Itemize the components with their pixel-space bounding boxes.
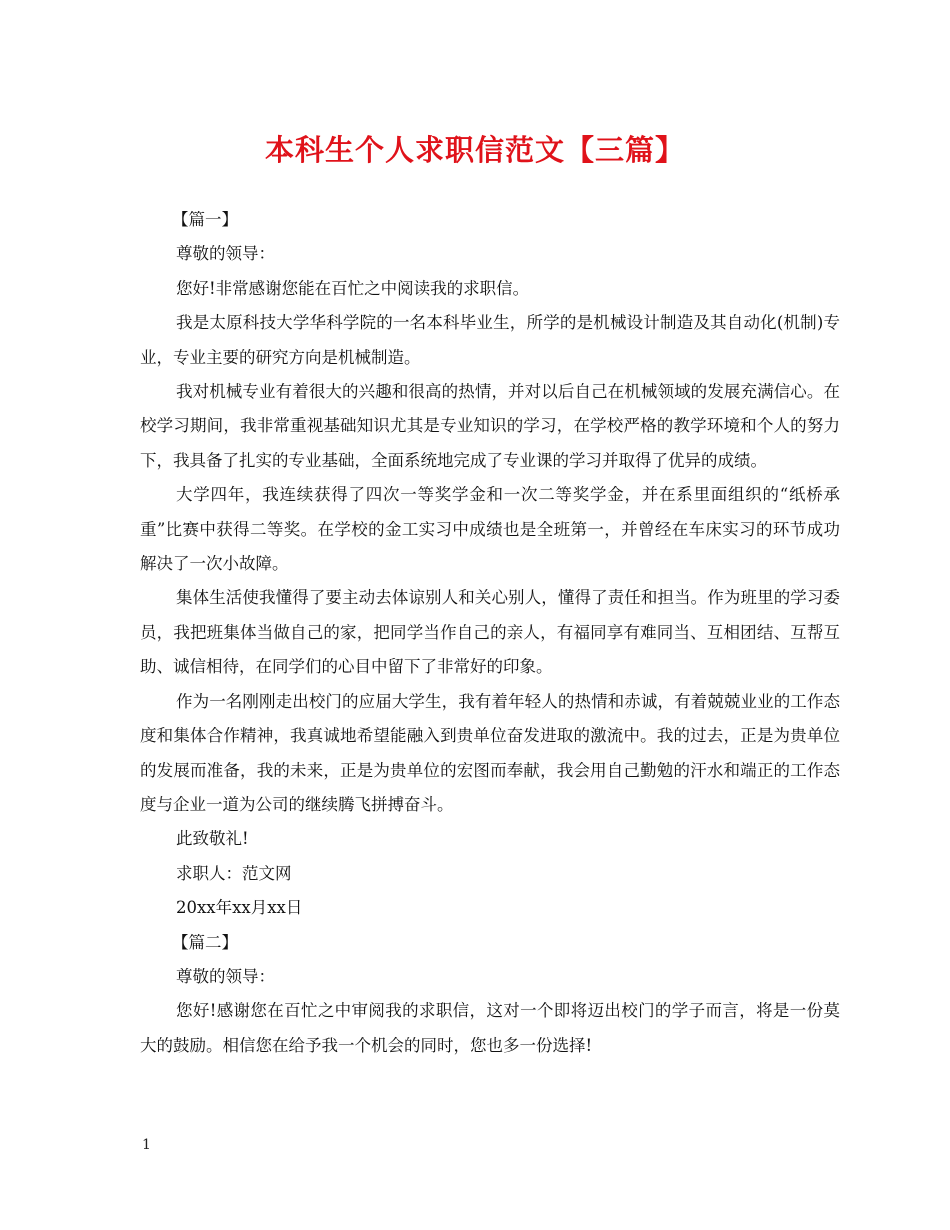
document-title: 本科生个人求职信范文【三篇】: [264, 133, 685, 167]
section-heading: 【篇一】: [172, 210, 238, 229]
document-body: [140, 203, 840, 1063]
paragraph: 我对机械专业有着很大的兴趣和很高的热情，并对以后自己在机械领域的发展充满信心。在校学习期间，我非常重视基础知识尤其是专业知识的学习，在学校严格的教学环境和个人的努力下，我具备了扎实的专业基础，全面系统地完成了专业课的学习并取得了优异的成绩。: [140, 382, 840, 470]
paragraph: 您好!感谢您在百忙之中审阅我的求职信，这对一个即将迈出校门的学子而言，将是一份莫大的鼓励。相信您在给予我一个机会的同时，您也多一份选择!: [140, 1001, 840, 1055]
paragraph: 作为一名刚刚走出校门的应届大学生，我有着年轻人的热情和赤诚，有着兢兢业业的工作态度和集体合作精神，我真诚地希望能融入到贵单位奋发进取的激流中。我的过去，正是为贵单位的发展而准备，我的未来，正是为贵单位的宏图而奉献，我会用自己勤勉的汗水和端正的工作态度与企业一道为公司的继续腾飞拼搏奋斗。: [140, 691, 840, 814]
paragraph: 集体生活使我懂得了要主动去体谅别人和关心别人，懂得了责任和担当。作为班里的学习委员，我把班集体当做自己的家，把同学当作自己的亲人，有福同享有难同当、互相团结、互帮互助、诚信相待，在同学们的心目中留下了非常好的印象。: [140, 588, 840, 677]
closing: 此致敬礼!: [176, 829, 249, 849]
page-number: 1: [142, 1137, 151, 1153]
paragraph: 您好!非常感谢您能在百忙之中阅读我的求职信。: [176, 278, 530, 298]
date: 20xx年xx月xx日: [176, 898, 303, 918]
section-heading: 【篇二】: [172, 932, 238, 952]
salutation: 尊敬的领导：: [176, 966, 275, 986]
paragraph: 我是太原科技大学华科学院的一名本科毕业生，所学的是机械设计制造及其自动化(机制)专业，专业主要的研究方向是机械制造。: [140, 313, 840, 367]
salutation: 尊敬的领导：: [176, 244, 275, 264]
paragraph: 大学四年，我连续获得了四次一等奖学金和一次二等奖学金，并在系里面组织的“纸桥承重”比赛中获得二等奖。在学校的金工实习中成绩也是全班第一，并曾经在车床实习的环节成功解决了一次小故障。: [140, 485, 840, 574]
signature: 求职人：范文网: [176, 863, 292, 883]
